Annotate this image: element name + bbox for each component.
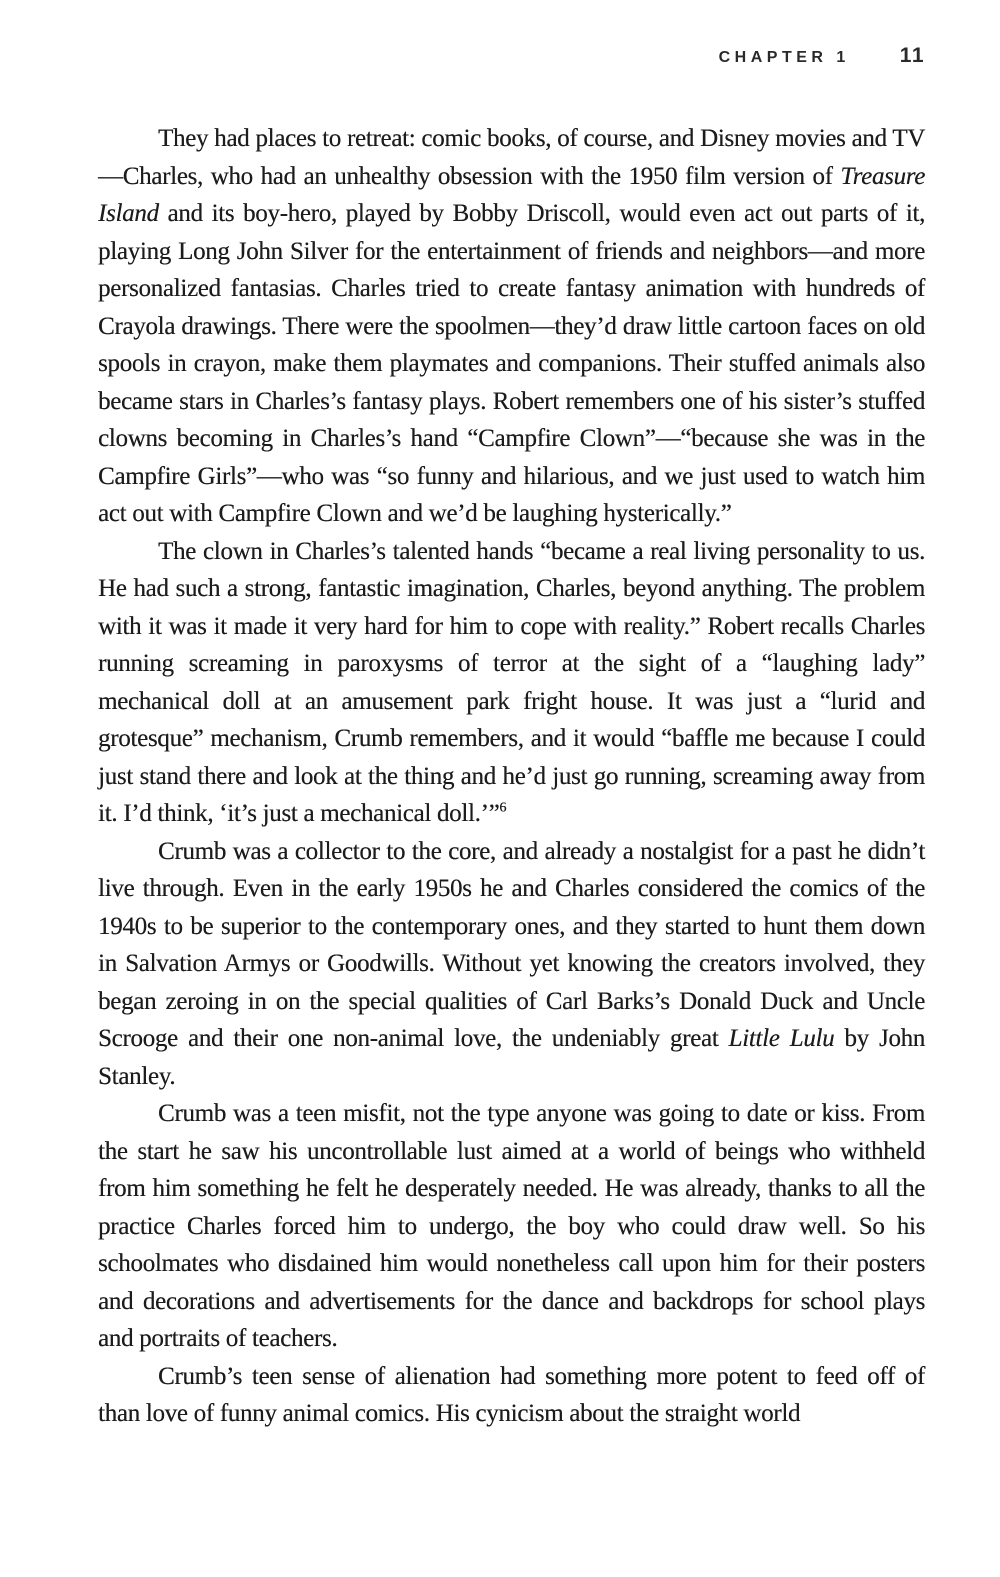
book-title-italic: Treasure Island xyxy=(98,162,925,227)
paragraph-2 xyxy=(98,533,925,833)
paragraph-text: Crumb’s teen sense of alienation had something more potent to feed off of than love of funny animal comics. His cynicism about the straight world xyxy=(98,1362,925,1427)
book-title-italic: Little Lulu xyxy=(728,1025,835,1052)
paragraph-text: by John Stanley. xyxy=(98,1025,925,1090)
paragraph-3 xyxy=(98,833,925,1096)
paragraph-text: The clown in Charles’s talented hands “became a real living personality to us. He had such a strong, fantastic imagination, Charles, beyond anything. The problem with it was it made it very hard for him to cope with reality.” Robert recalls Charles running screaming in paroxysms of terror at the sight of a “laughing lady” mechanical doll at an amusement park fright house. It was just a “lurid and grotesque” mechanism, Crumb remembers, and it would “baffle me because I could just stand there and look at the thing and he’d just go running, screaming away from it. I’d think, ‘it’s just a mechanical doll.’” xyxy=(98,537,925,827)
body-text xyxy=(98,120,925,1433)
paragraph-1 xyxy=(98,120,925,533)
chapter-heading: CHAPTER 1 xyxy=(718,49,850,66)
paragraph-text: Crumb was a teen misfit, not the type anyone was going to date or kiss. From the start he saw his uncontrollable lust aimed at a world of beings who withheld from him something he felt he desperately needed. He was already, thanks to all the practice Charles forced him to undergo, the boy who could draw well. So his schoolmates who disdained him would nonetheless call upon him for their posters and decorations and advertisements for the dance and backdrops for school plays and portraits of teachers. xyxy=(98,1100,925,1352)
paragraph-text: and its boy-hero, played by Bobby Driscoll, would even act out parts of it, playing Long John Silver for the entertainment of friends and neighbors—and more personalized fantasias. Charles tried to create fantasy animation with hundreds of Crayola drawings. There were the spoolmen—they’d draw little cartoon faces on old spools in crayon, make them playmates and companions. Their stuffed animals also became stars in Charles’s fantasy plays. Robert remembers one of his sister’s stuffed clowns becoming in Charles’s hand “Campfire Clown”—“because she was in the Campfire Girls”—who was “so funny and hilarious, and we just used to watch him act out with Campfire Clown and we’d be laughing hysterically.” xyxy=(98,200,925,527)
paragraph-text: Crumb was a collector to the core, and already a nostalgist for a past he didn’t live through. Even in the early 1950s he and Charles considered the comics of the 1940s to be superior to the contemporary ones, and they started to hunt them down in Salvation Armys or Goodwills. Without yet knowing the creators involved, they began zeroing in on the special qualities of Carl Barks’s Donald Duck and Uncle Scrooge and their one non-animal love, the undeniably great xyxy=(98,837,925,1052)
paragraph-4 xyxy=(98,1095,925,1358)
paragraph-text: They had places to retreat: comic books, of course, and Disney movies and TV—Charles, who had an unhealthy obsession with the 1950 film version of xyxy=(98,125,925,190)
footnote-reference: 6 xyxy=(499,800,507,816)
running-head xyxy=(98,44,925,68)
paragraph-5 xyxy=(98,1358,925,1433)
page-number: 11 xyxy=(899,44,925,67)
